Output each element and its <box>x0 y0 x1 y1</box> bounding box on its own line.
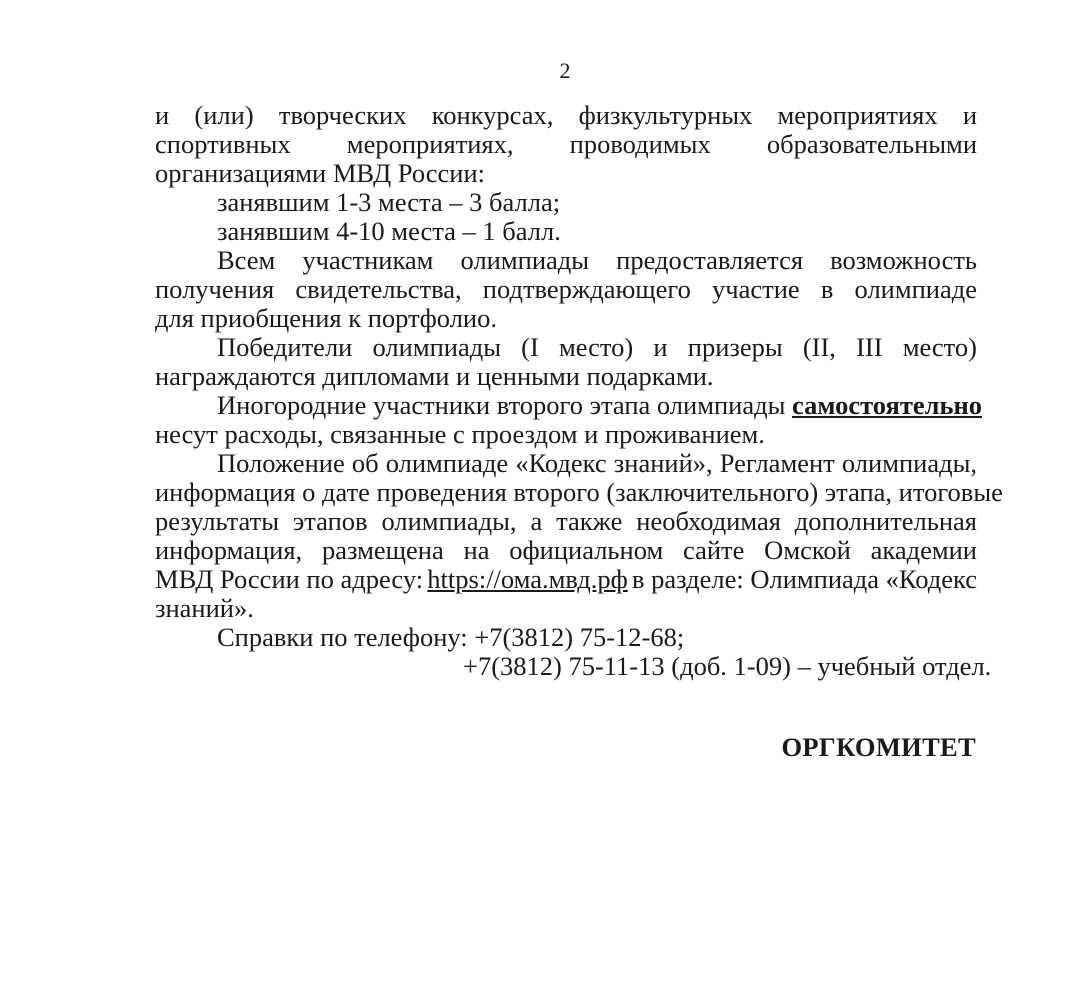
paragraph-line: организациями МВД России: <box>155 158 486 188</box>
paragraph-line: информация о дате проведения второго (заключительного) этапа, итоговые <box>155 477 1003 507</box>
paragraph-line: получения свидетельства, подтверждающего участие в олимпиаде <box>155 274 977 304</box>
paragraph-line: информация, размещена на официальном сайте Омской академии <box>155 535 977 565</box>
paragraph-line <box>155 565 977 594</box>
signature-organizing-committee: ОРГКОМИТЕТ <box>781 732 976 762</box>
paragraph-line: награждаются дипломами и ценными подарками. <box>155 361 714 391</box>
contact-line: Справки по телефону: +7(3812) 75-12-68; <box>217 622 685 652</box>
list-item: занявшим 4-10 места – 1 балл. <box>217 216 561 246</box>
paragraph-line: Победители олимпиады (I место) и призеры (II, III место) <box>217 332 977 362</box>
paragraph-line: Всем участникам олимпиады предоставляется возможность <box>217 245 977 275</box>
page-number: 2 <box>559 58 571 83</box>
paragraph-line: несут расходы, связанные с проездом и проживанием. <box>155 419 765 449</box>
paragraph-line: знаний». <box>155 593 254 623</box>
website-link[interactable]: https://ома.мвд.рф <box>427 564 628 594</box>
paragraph-line: спортивных мероприятиях, проводимых образовательными <box>155 129 977 159</box>
paragraph-line: результаты этапов олимпиады, а также необходимая дополнительная <box>155 506 977 536</box>
text-fragment: в разделе: Олимпиада «Кодекс <box>632 564 977 594</box>
paragraph-line <box>155 390 983 420</box>
text-fragment: МВД России по адресу: <box>155 564 424 594</box>
emphasis-text: самостоятельно <box>792 390 983 420</box>
contact-line: +7(3812) 75-11-13 (доб. 1-09) – учебный отдел. <box>463 651 992 681</box>
paragraph-line: для приобщения к портфолио. <box>155 303 497 333</box>
paragraph-line: и (или) творческих конкурсах, физкультурных мероприятиях и <box>155 100 977 130</box>
document-body <box>155 100 1003 681</box>
paragraph-line: Положение об олимпиаде «Кодекс знаний», Регламент олимпиады, <box>217 448 977 478</box>
list-item: занявшим 1-3 места – 3 балла; <box>217 187 561 217</box>
text-fragment: Иногородние участники второго этапа олимпиады <box>217 390 793 420</box>
